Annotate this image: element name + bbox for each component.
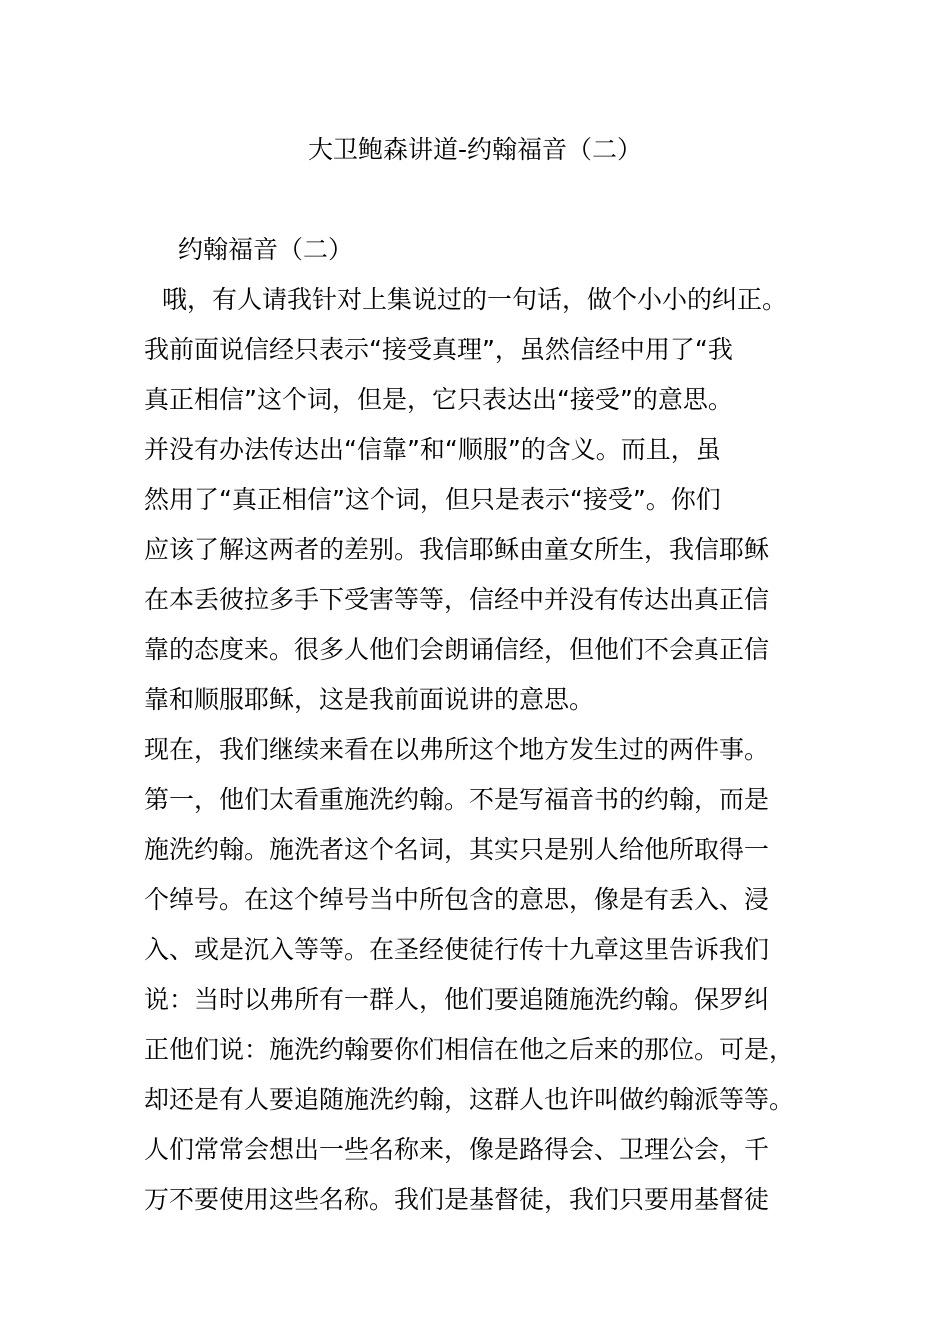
section-heading: 约翰福音（二） (178, 235, 354, 264)
body-text (144, 280, 824, 1230)
text-line: 正他们说：施洗约翰要你们相信在他之后来的那位。可是， (144, 1035, 795, 1064)
text-line: 现在，我们继续来看在以弗所这个地方发生过的两件事。 (144, 735, 770, 764)
text-line: 然用了“真正相信”这个词，但只是表示“接受”。你们 (144, 485, 721, 514)
text-line: 真正相信”这个词，但是，它只表达出“接受”的意思。 (144, 385, 733, 414)
text-line: 人们常常会想出一些名称来，像是路得会、卫理公会，千 (144, 1135, 770, 1164)
text-line: 应该了解这两者的差别。我信耶稣由童女所生，我信耶稣 (144, 535, 770, 564)
text-line: 万不要使用这些名称。我们是基督徒，我们只要用基督徒 (144, 1185, 770, 1214)
text-line: 并没有办法传达出“信靠”和“顺服”的含义。而且，虽 (144, 435, 721, 464)
document-title: 大卫鲍森讲道-约翰福音（二） (307, 135, 643, 164)
text-line: 第一，他们太看重施洗约翰。不是写福音书的约翰，而是 (144, 785, 770, 814)
text-line: 却还是有人要追随施洗约翰，这群人也许叫做约翰派等等。 (144, 1085, 795, 1114)
text-line: 哦，有人请我针对上集说过的一句话，做个小小的纠正。 (162, 285, 788, 314)
text-line: 个绰号。在这个绰号当中所包含的意思，像是有丢入、浸 (144, 885, 770, 914)
text-line: 施洗约翰。施洗者这个名词，其实只是别人给他所取得一 (144, 835, 770, 864)
text-line: 入、或是沉入等等。在圣经使徒行传十九章这里告诉我们 (144, 935, 770, 964)
text-line: 靠和顺服耶稣，这是我前面说讲的意思。 (144, 685, 595, 714)
text-line: 靠的态度来。很多人他们会朗诵信经，但他们不会真正信 (144, 635, 770, 664)
text-line: 在本丢彼拉多手下受害等等，信经中并没有传达出真正信 (144, 585, 770, 614)
text-line: 我前面说信经只表示“接受真理”，虽然信经中用了“我 (144, 335, 733, 364)
text-line: 说：当时以弗所有一群人，他们要追随施洗约翰。保罗纠 (144, 985, 770, 1014)
